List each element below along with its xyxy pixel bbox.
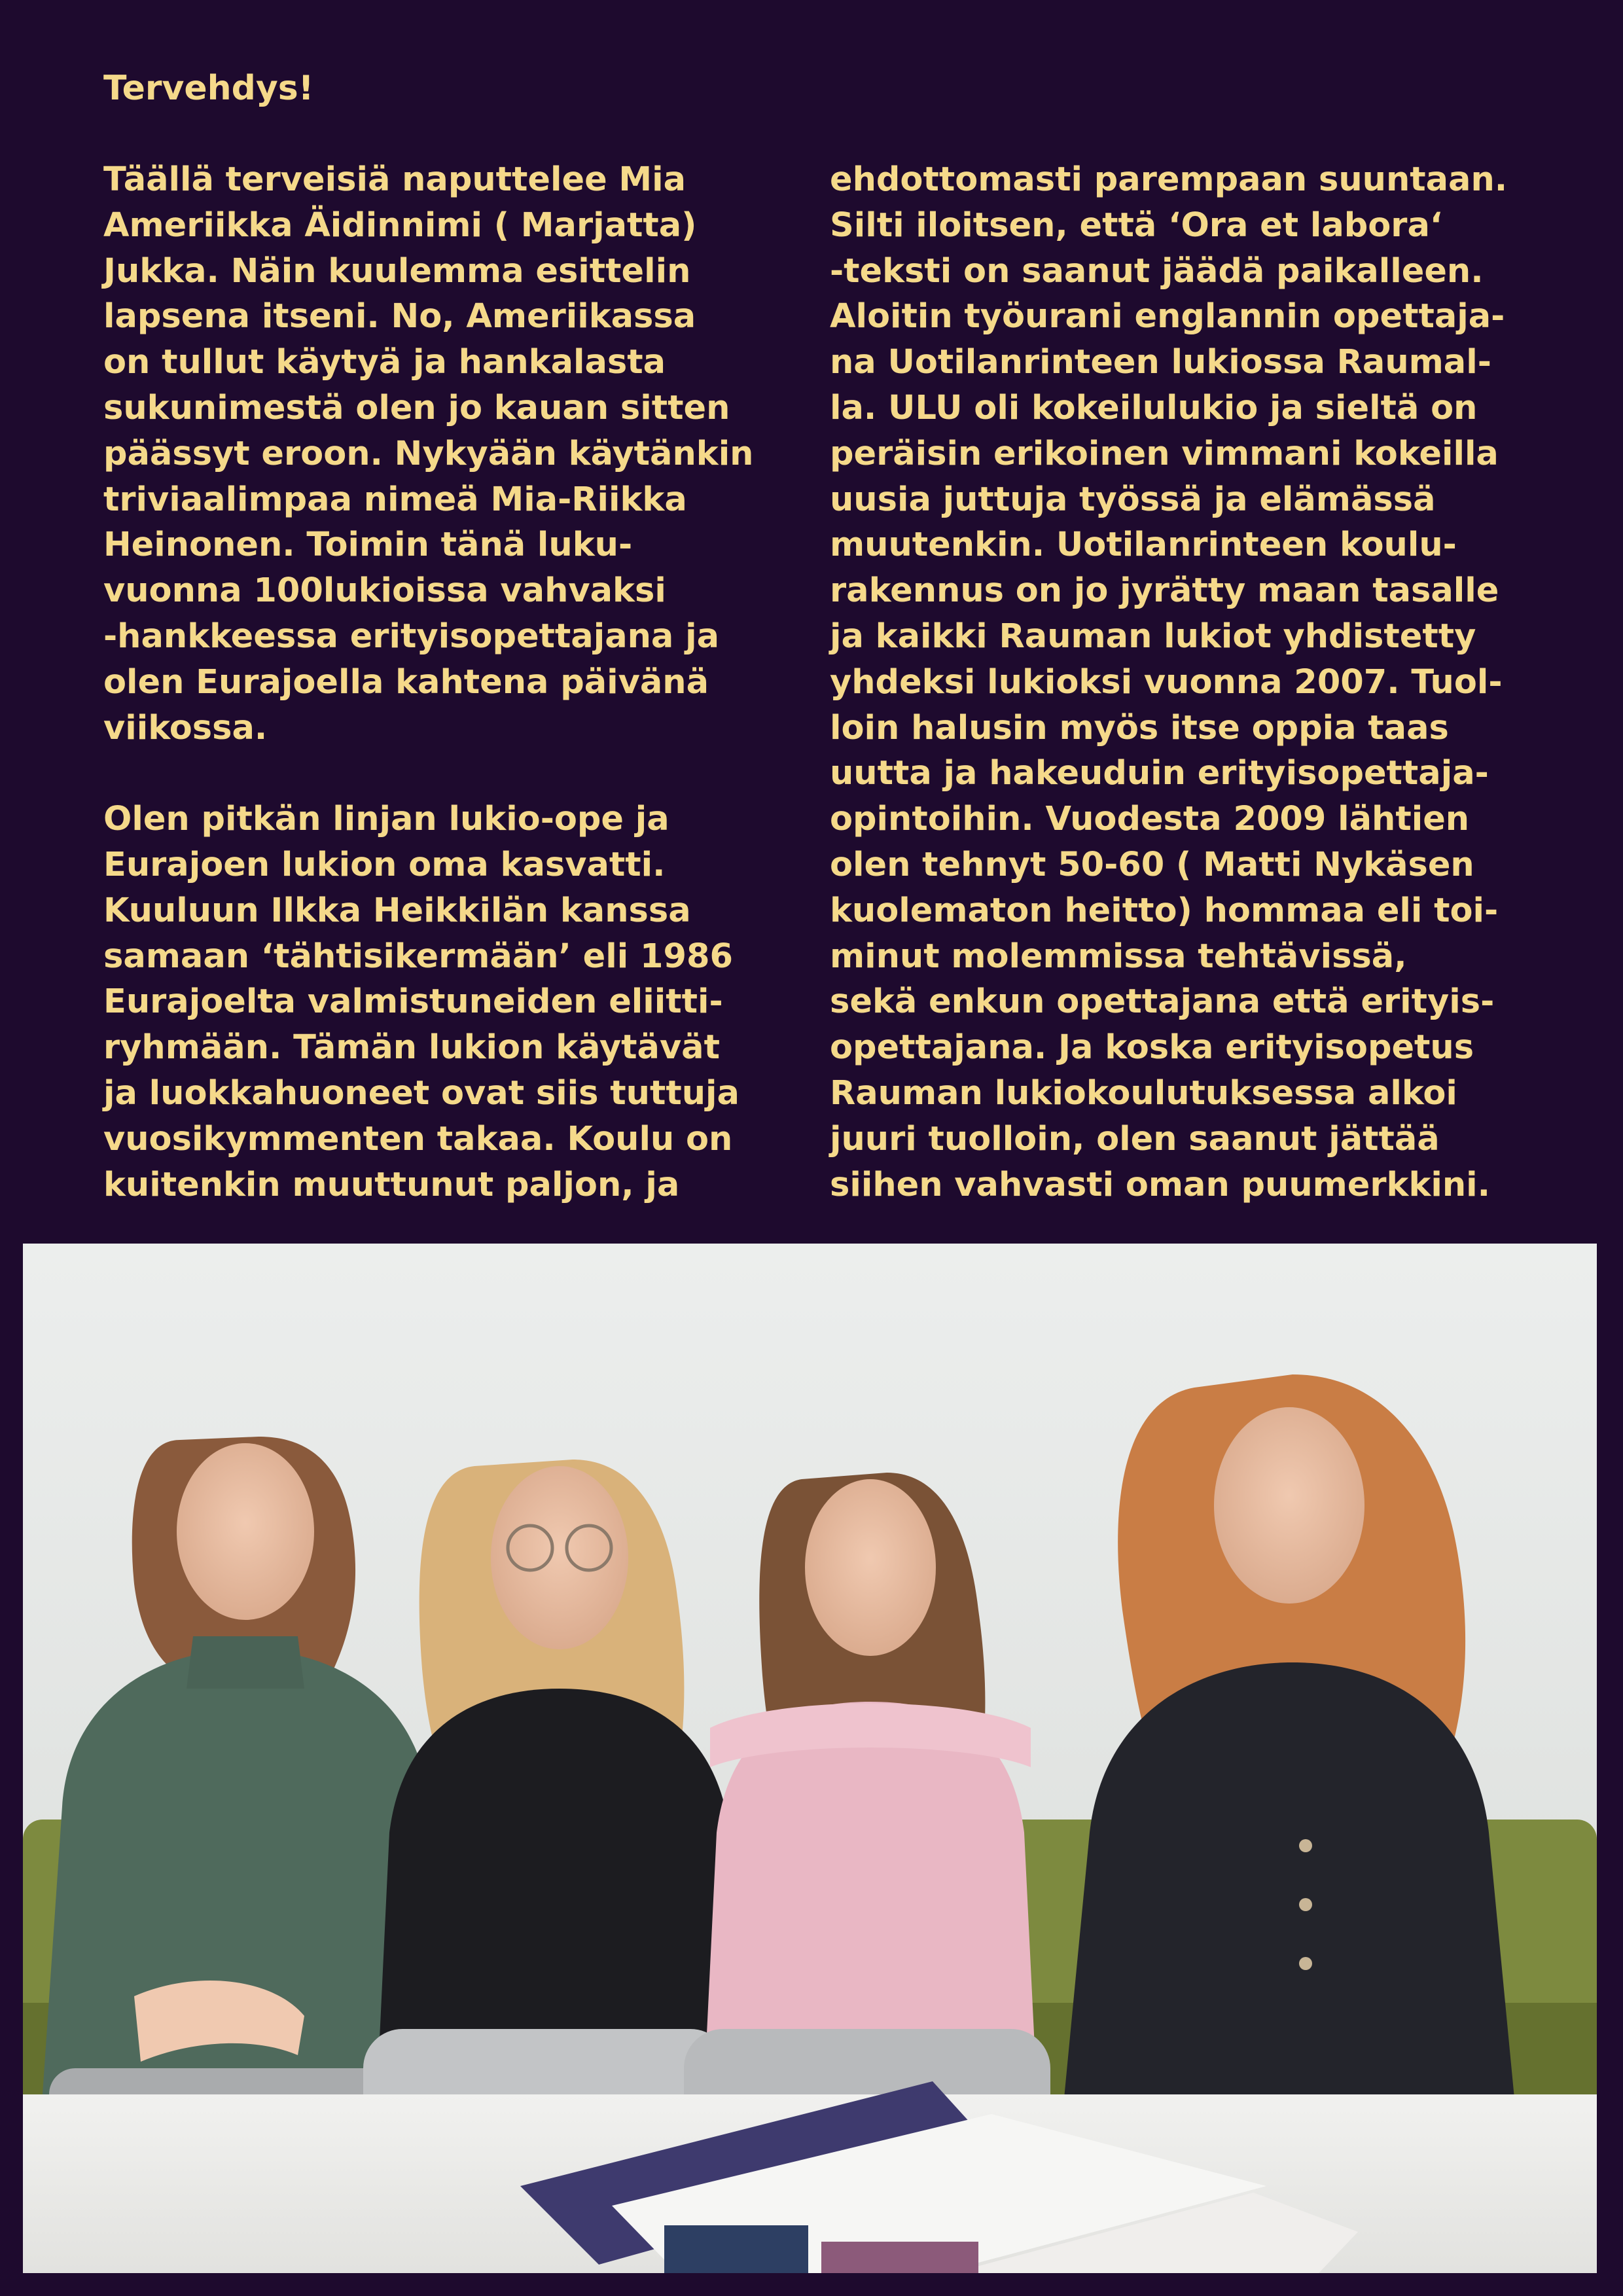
text-line: ryhmään. Tämän lukion käytävät — [103, 1028, 720, 1067]
text-line: Täällä terveisiä naputtelee Mia — [103, 160, 687, 199]
right-column — [830, 157, 1508, 1208]
text-line: Heinonen. Toimin tänä luku- — [103, 526, 633, 565]
text-line: on tullut käytyä ja hankalasta — [103, 343, 666, 382]
text-line: uutta ja hakeuduin erityisopettaja- — [830, 754, 1489, 793]
text-line: na Uotilanrinteen lukiossa Raumal- — [830, 343, 1491, 382]
text-line: sukunimestä olen jo kauan sitten — [103, 388, 730, 427]
text-line: Silti iloitsen, että ‘Ora et labora‘ — [830, 206, 1443, 245]
text-line: yhdeksi lukioksi vuonna 2007. Tuol- — [830, 662, 1503, 702]
text-line: Kuuluun Ilkka Heikkilän kanssa — [103, 891, 691, 930]
text-line: Aloitin työurani englannin opettaja- — [830, 297, 1505, 336]
text-line: triviaalimpaa nimeä Mia-Riikka — [103, 480, 687, 519]
text-line: samaan ‘tähtisikermään’ eli 1986 — [103, 937, 733, 976]
text-line: ehdottomasti parempaan suuntaan. — [830, 160, 1508, 199]
text-line: Rauman lukiokoulutuksessa alkoi — [830, 1073, 1457, 1113]
text-line: peräisin erikoinen vimmani kokeilla — [830, 434, 1499, 473]
text-line: kuolematon heitto) hommaa eli toi- — [830, 891, 1499, 930]
group-photo — [23, 1244, 1597, 2273]
text-line: siihen vahvasti oman puumerkkini. — [830, 1165, 1491, 1204]
text-line: opintoihin. Vuodesta 2009 lähtien — [830, 800, 1470, 839]
text-line: sekä enkun opettajana että erityis- — [830, 982, 1495, 1022]
text-line: Eurajoen lukion oma kasvatti. — [103, 845, 666, 884]
text-line: päässyt eroon. Nykyään käytänkin — [103, 434, 754, 473]
text-line: uusia juttuja työssä ja elämässä — [830, 480, 1436, 519]
text-line: muutenkin. Uotilanrinteen koulu- — [830, 526, 1457, 565]
paragraph-gap — [103, 751, 758, 797]
greeting-heading: Tervehdys! — [103, 69, 314, 108]
text-line: -hankkeessa erityisopettajana ja — [103, 617, 719, 656]
text-line: vuonna 100lukioissa vahvaksi — [103, 571, 666, 611]
text-line: Eurajoelta valmistuneiden eliitti- — [103, 982, 723, 1022]
text-line: loin halusin myös itse oppia taas — [830, 708, 1449, 747]
text-line: Jukka. Näin kuulemma esittelin — [103, 251, 691, 291]
text-line: minut molemmissa tehtävissä, — [830, 937, 1407, 976]
text-line: opettajana. Ja koska erityisopetus — [830, 1028, 1474, 1067]
text-line: viikossa. — [103, 708, 268, 747]
text-line: lapsena itseni. No, Ameriikassa — [103, 297, 696, 336]
text-line: olen tehnyt 50-60 ( Matti Nykäsen — [830, 845, 1474, 884]
text-line: kuitenkin muuttunut paljon, ja — [103, 1165, 680, 1204]
left-column — [103, 157, 758, 1208]
photo-illustration — [23, 1244, 1597, 2273]
text-line: la. ULU oli kokeilulukio ja sieltä on — [830, 388, 1478, 427]
text-line: juuri tuolloin, olen saanut jättää — [830, 1119, 1440, 1158]
text-line: rakennus on jo jyrätty maan tasalle — [830, 571, 1499, 611]
text-line: Ameriikka Äidinnimi ( Marjatta) — [103, 206, 697, 245]
text-line: ja luokkahuoneet ovat siis tuttuja — [103, 1073, 740, 1113]
text-line: -teksti on saanut jäädä paikalleen. — [830, 251, 1484, 291]
text-line: ja kaikki Rauman lukiot yhdistetty — [830, 617, 1476, 656]
text-line: vuosikymmenten takaa. Koulu on — [103, 1119, 733, 1158]
text-line: Olen pitkän linjan lukio-ope ja — [103, 800, 669, 839]
text-line: olen Eurajoella kahtena päivänä — [103, 662, 709, 702]
